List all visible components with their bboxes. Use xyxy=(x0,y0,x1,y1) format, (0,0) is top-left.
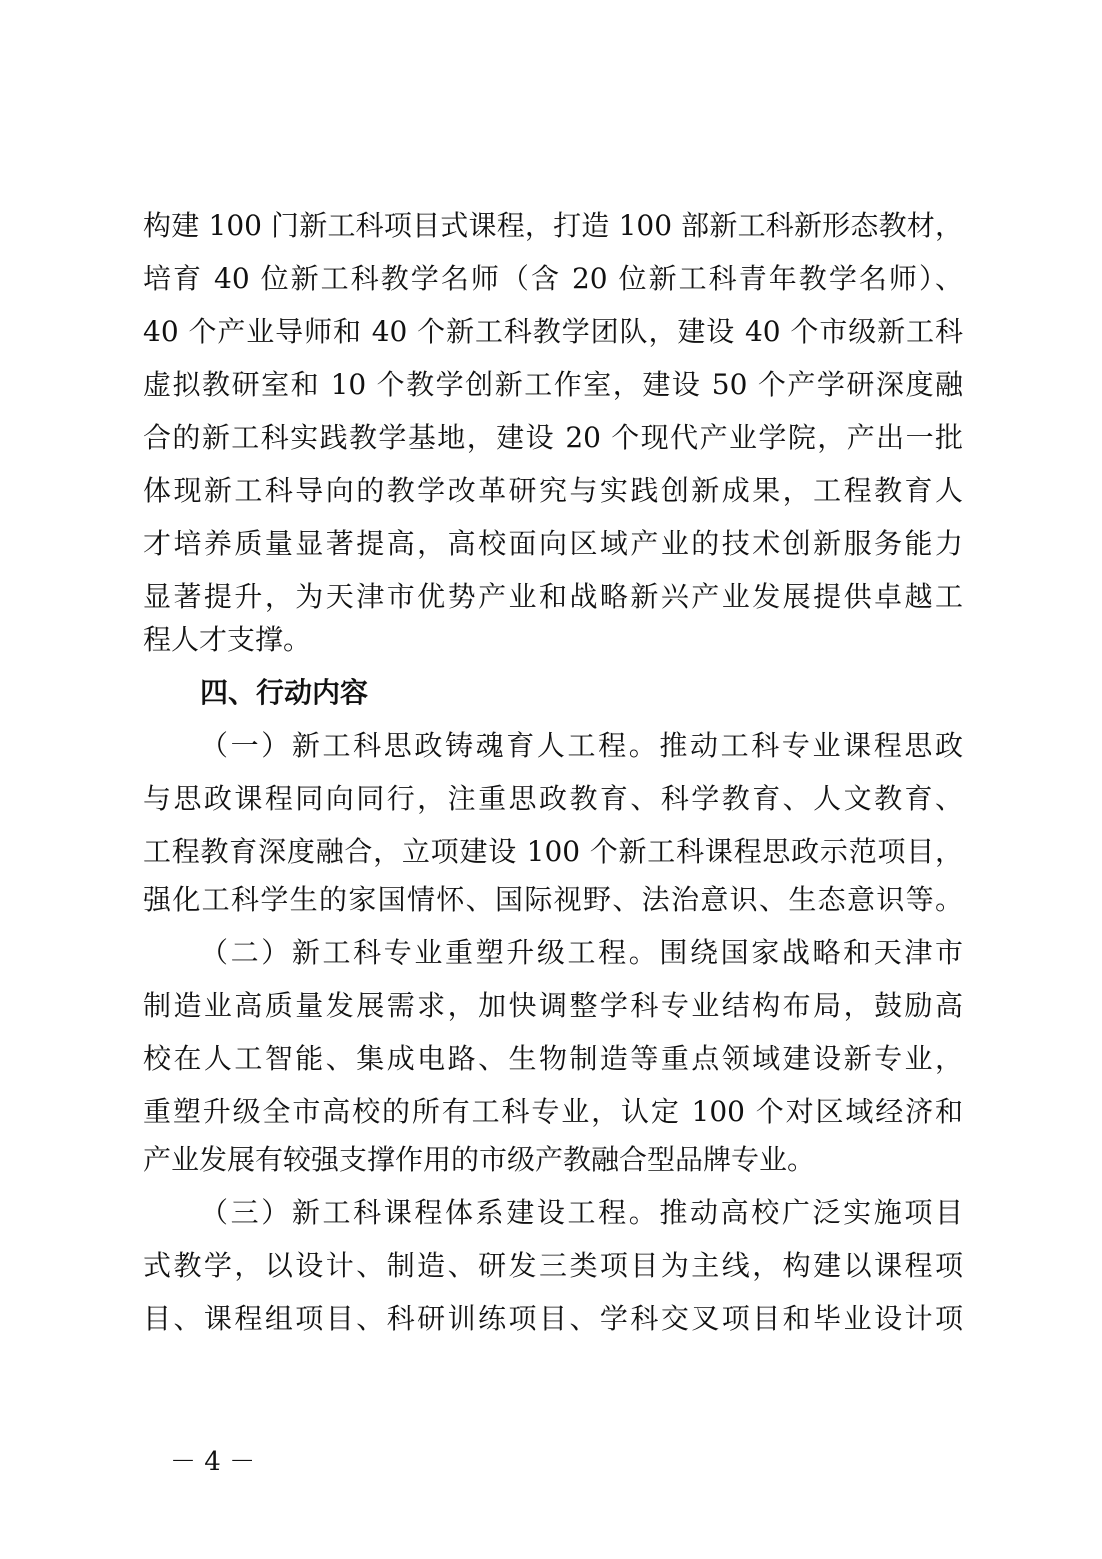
body-text-line: 产业发展有较强支撑作用的市级产教融合型品牌专业。 xyxy=(143,1143,816,1176)
body-text-line: 重塑升级全市高校的所有工科专业，认定 100 个对区域经济和 xyxy=(143,1095,963,1128)
body-text-line: 目、课程组项目、科研训练项目、学科交叉项目和毕业设计项 xyxy=(143,1302,963,1335)
body-text-line: 工程教育深度融合，立项建设 100 个新工科课程思政示范项目， xyxy=(143,835,963,868)
body-text-line: 才培养质量显著提高，高校面向区域产业的技术创新服务能力 xyxy=(143,527,963,560)
paragraph-first-line: （二）新工科专业重塑升级工程。围绕国家战略和天津市 xyxy=(200,936,963,969)
body-text-line: 式教学，以设计、制造、研发三类项目为主线，构建以课程项 xyxy=(143,1249,963,1282)
body-text-line: 40 个产业导师和 40 个新工科教学团队，建设 40 个市级新工科 xyxy=(143,315,963,348)
section-heading: 四、行动内容 xyxy=(200,676,369,709)
paragraph-first-line: （一）新工科思政铸魂育人工程。推动工科专业课程思政 xyxy=(200,729,963,762)
body-text-line: 程人才支撑。 xyxy=(143,623,312,656)
body-text-line: 构建 100 门新工科项目式课程，打造 100 部新工科新形态教材， xyxy=(143,209,963,242)
paragraph-first-line: （三）新工科课程体系建设工程。推动高校广泛实施项目 xyxy=(200,1196,963,1229)
body-text-line: 与思政课程同向同行，注重思政教育、科学教育、人文教育、 xyxy=(143,782,963,815)
body-text-line: 培育 40 位新工科教学名师（含 20 位新工科青年教学名师）、 xyxy=(143,262,963,295)
body-text-line: 虚拟教研室和 10 个教学创新工作室，建设 50 个产学研深度融 xyxy=(143,368,963,401)
body-text-line: 校在人工智能、集成电路、生物制造等重点领域建设新专业， xyxy=(143,1042,963,1075)
page-number: － 4 － xyxy=(170,1447,256,1477)
body-text-line: 制造业高质量发展需求，加快调整学科专业结构布局，鼓励高 xyxy=(143,989,963,1022)
body-text-line: 显著提升，为天津市优势产业和战略新兴产业发展提供卓越工 xyxy=(143,580,963,613)
body-text-line: 体现新工科导向的教学改革研究与实践创新成果，工程教育人 xyxy=(143,474,963,507)
body-text-line: 强化工科学生的家国情怀、国际视野、法治意识、生态意识等。 xyxy=(143,883,963,916)
body-text-line: 合的新工科实践教学基地，建设 20 个现代产业学院，产出一批 xyxy=(143,421,963,454)
